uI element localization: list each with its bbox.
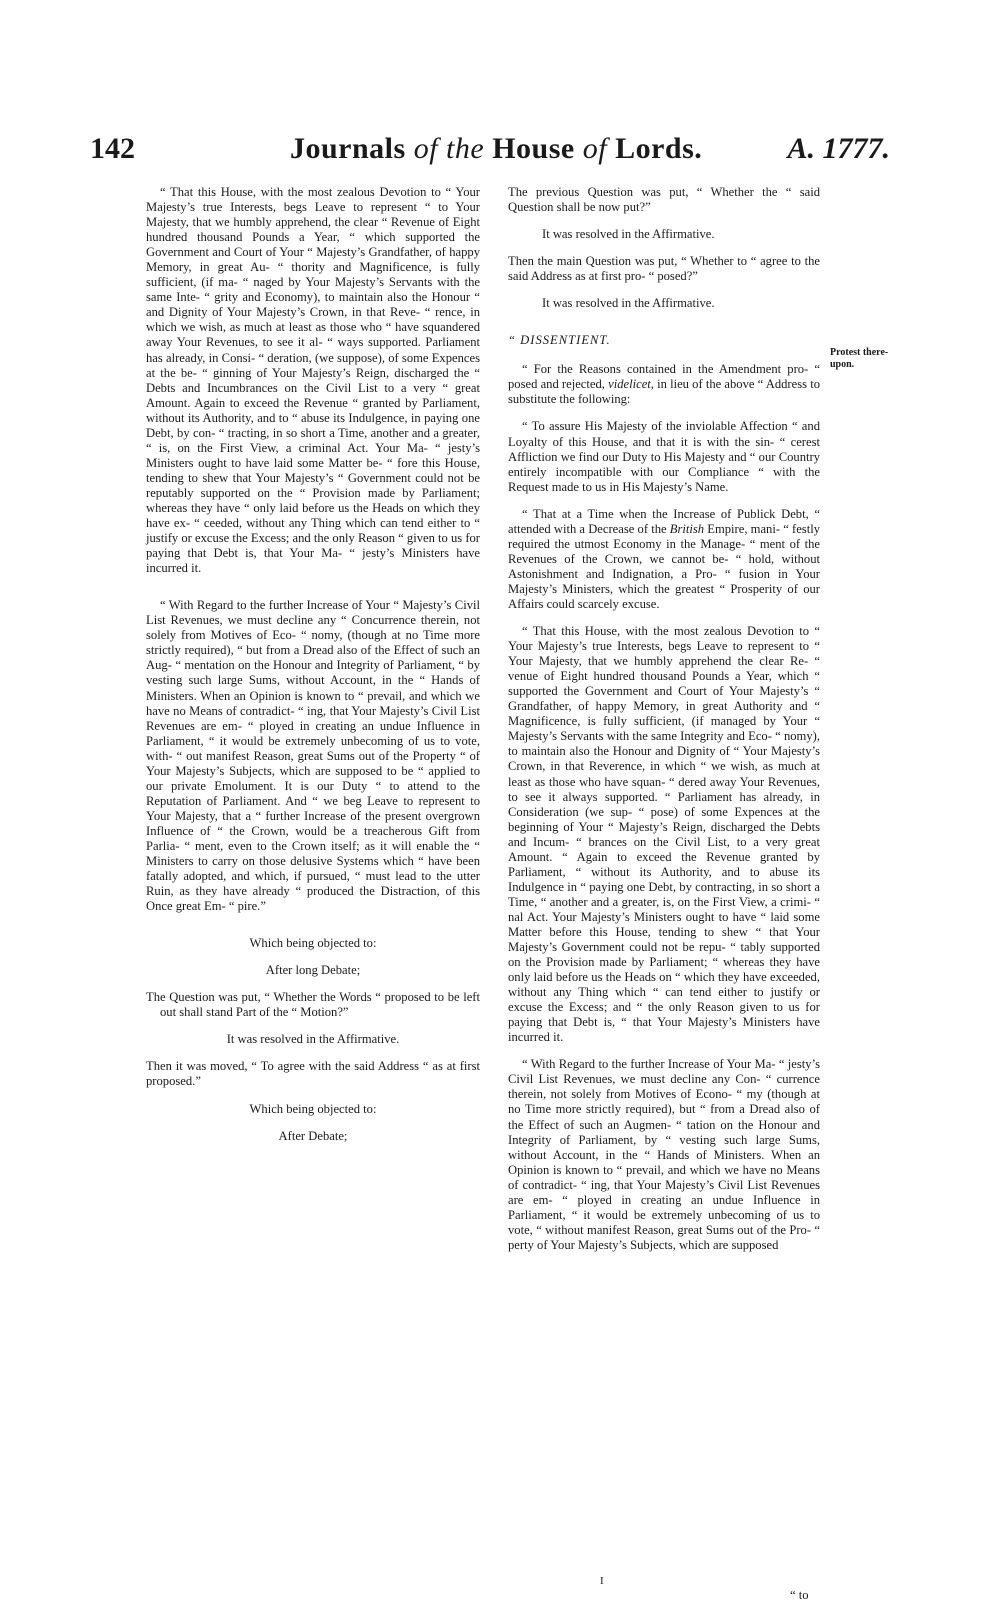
margin-note: Protest there- upon. [830,347,889,370]
moved-paragraph: Then it was moved, “ To agree with the said Address “ as at first proposed.” [146,1059,480,1089]
long-debate-line: After long Debate; [265,963,361,978]
resolved-line: It was resolved in the Affirmative. [226,1032,400,1047]
previous-question: The previous Question was put, “ Whether the “ said Question shall be now put?” [508,185,820,215]
dissentient-heading: “ DISSENTIENT. [508,333,611,348]
signature-mark: I [600,1575,604,1587]
assure-paragraph: “ To assure His Majesty of the inviolable Affection “ and Loyalty of this House, and that it is with the sin- “ cerest Affliction we find our Duty to His Majesty and “ our Country entirely incompatible with our Compliance “ with the Request made to us in His Majesty’s Name. [508,419,820,494]
reasons-paragraph: “ For the Reasons contained in the Amendment pro- “ posed and rejected, videlicet, in lieu of the above “ Address to substitute the following: [508,362,820,407]
resolved-line-3: It was resolved in the Affirmative. [542,296,715,311]
running-title: Journals of the House of Lords. [290,132,703,165]
catchword: “ to [790,1588,809,1602]
left-column [146,185,480,1156]
paragraph-devotion: “ That this House, with the most zealous Devotion to “ Your Majesty’s true Interests, begs Leave to represent “ to Your Majesty, that we humbly apprehend, the clear “ Revenue of Eight hundred thousand Pounds a Year, “ which supported the Government and Court of Your “ Majesty’s Grandfather, of happy Memory, in great Au- “ thority and Magnificence, is fully sufficient, (if ma- “ naged by Your Majesty’s Servants with the same Inte- “ grity and Economy), to maintain also the Honour “ and Dignity of Your Majesty’s Crown, in that Reve- “ rence, in which we wish, as much at least as those who “ have squandered away Your Revenues, to see it al- “ ways supported. Parliament has already, in Consi- “ deration, (we suppose), of some Expences at the be- “ ginning of Your Majesty’s Reign, discharged the “ Debts and Incumbrances on the Civil List to a very “ great Amount. Again to exceed the Revenue “ granted by Parliament, without its Authority, and to “ abuse its Indulgence, in paying one Debt, by con- “ tracting, in so short a Time, another and a greater, “ is, on the First View, a criminal Act. Your Ma- “ jesty’s Ministers ought to have laid some Matter be- “ fore this House, tending to shew that Your Majesty’s “ Government could not be reputably supported on the “ Provision made by Parliament; whereas they have “ only laid before us the Heads on which they have ex- “ ceeded, without any Thing which can tend either to “ justify or excuse the Excess; and the only Reason “ given to us for paying that Debt is, that Your Ma- “ jesty’s Ministers have incurred it. [146,185,481,576]
resolved-line-2: It was resolved in the Affirmative. [542,227,715,242]
devotion-paragraph-2: “ That this House, with the most zealous Devotion to “ Your Majesty’s true Interests, begs Leave to represent to “ Your Majesty, that we humbly apprehend the clear Re- “ venue of Eight hundred thousand Pounds a Year, which “ supported the Government and Court of Your Majesty’s “ Grandfather, of happy Memory, in great Authority and “ Magnificence, is fully sufficient, (if managed by Your “ Majesty’s Servants with the same Integrity and Eco- “ nomy), to maintain also the Honour and Dignity of “ Your Majesty’s Crown, in that Reverence, in which “ we wish, as much at least as those who have squan- “ dered away Your Revenues, to see it always supported. “ Parliament has already, in Consideration (we sup- “ pose) of some Expences at the beginning of Your “ Majesty’s Reign, discharged the Debts and Incum- “ brances on the Civil List, to a very great Amount. “ Again to exceed the Revenue granted by Parliament, “ without its Authority, and to abuse its Indulgence in “ paying one Debt, by contracting, in so short a Time, “ another and a greater, is, on the First View, a crimi- “ nal Act. Your Majesty’s Ministers ought to have “ laid some Matter before this House, tending to shew “ that Your Majesty’s Government could not be repu- “ tably supported on the Provision made by Parliament; “ whereas they have only laid before us the Heads on “ which they have exceeded, without any Thing which “ can tend either to justify or excuse the Excess; and “ the only Reason given to us for paying that Debt is, “ that Your Majesty’s Ministers have incurred it. [508,624,820,1045]
publick-debt-paragraph: “ That at a Time when the Increase of Publick Debt, “ attended with a Decrease of the British Empire, mani- “ festly required the utmost Economy in the Manage- “ ment of the Revenues of the Crown, we cannot be- “ hold, without Astonishment and Indignation, a Pro- “ fusion in Your Majesty’s Ministers, which the greatest “ Prosperity of our Affairs could scarcely excuse. [508,506,820,611]
page-header [90,132,890,180]
question-paragraph: The Question was put, “ Whether the Words “ proposed to be left out shall stand Part of the “ Motion?” [146,990,480,1020]
year-label: A. 1777. [787,132,890,165]
main-question: Then the main Question was put, “ Whether to “ agree to the said Address as at first pro- “ posed?” [508,254,820,284]
debate-line: After Debate; [278,1128,348,1143]
page-number: 142 [90,132,135,165]
civil-list-paragraph-2: “ With Regard to the further Increase of Your Ma- “ jesty’s Civil List Revenues, we must decline any Con- “ currence therein, not solely from Motives of Econo- “ my (though at no Time more strictly required), but “ from a Dread also of the Effect of such an Augmen- “ tation on the Honour and Integrity of Parliament, by “ vesting such large Sums, without Account, in the “ Hands of Ministers. When an Opinion is known to “ prevail, and which we have no Means of contradict- “ ing, that Your Majesty’s Civil List Revenues are em- “ ployed in creating an undue Influence in Parliament, “ it would be extremely unbecoming of us to vote, “ without manifest Reason, great Sums out of the Pro- “ perty of Your Majesty’s Subjects, which are supposed [508,1057,820,1252]
paragraph-civil-list: “ With Regard to the further Increase of Your “ Majesty’s Civil List Revenues, we must decline any “ Concurrence therein, not solely from Motives of Eco- “ nomy, (though at no Time more strictly required), “ but from a Dread also of the Effect of such an Aug- “ mentation on the Honour and Integrity of Parliament, “ by vesting such large Sums, without Account, in the “ Hands of Ministers. When an Opinion is known to “ prevail, and which we have no Means of contradict- “ ing, that Your Majesty’s Civil List Revenues are em- “ ployed in creating an undue Influence in Parliament, “ it would be extremely unbecoming of us to vote, with- “ out manifest Reason, great Sums out of the Property “ of Your Majesty’s Subjects, which are supposed to be “ applied to our private Emolument. It is our Duty “ to attend to the Reputation of Parliament. And “ we beg Leave to represent to Your Majesty, that a “ further Increase of the present overgrown Influence of “ the Crown, would be a treacherous Gift from Parlia- “ ment, even to the Crown itself; as it will enable the “ Ministers to carry on those delusive Systems which “ have been fatally adopted, and which, if pursued, “ must lead to the utter Ruin, as they have already “ produced the Distraction, of this Once great Em- “ pire.” [146,598,480,914]
right-column [508,185,820,1265]
objected-line-2: Which being objected to: [249,1101,377,1116]
objected-line: Which being objected to: [249,936,377,951]
